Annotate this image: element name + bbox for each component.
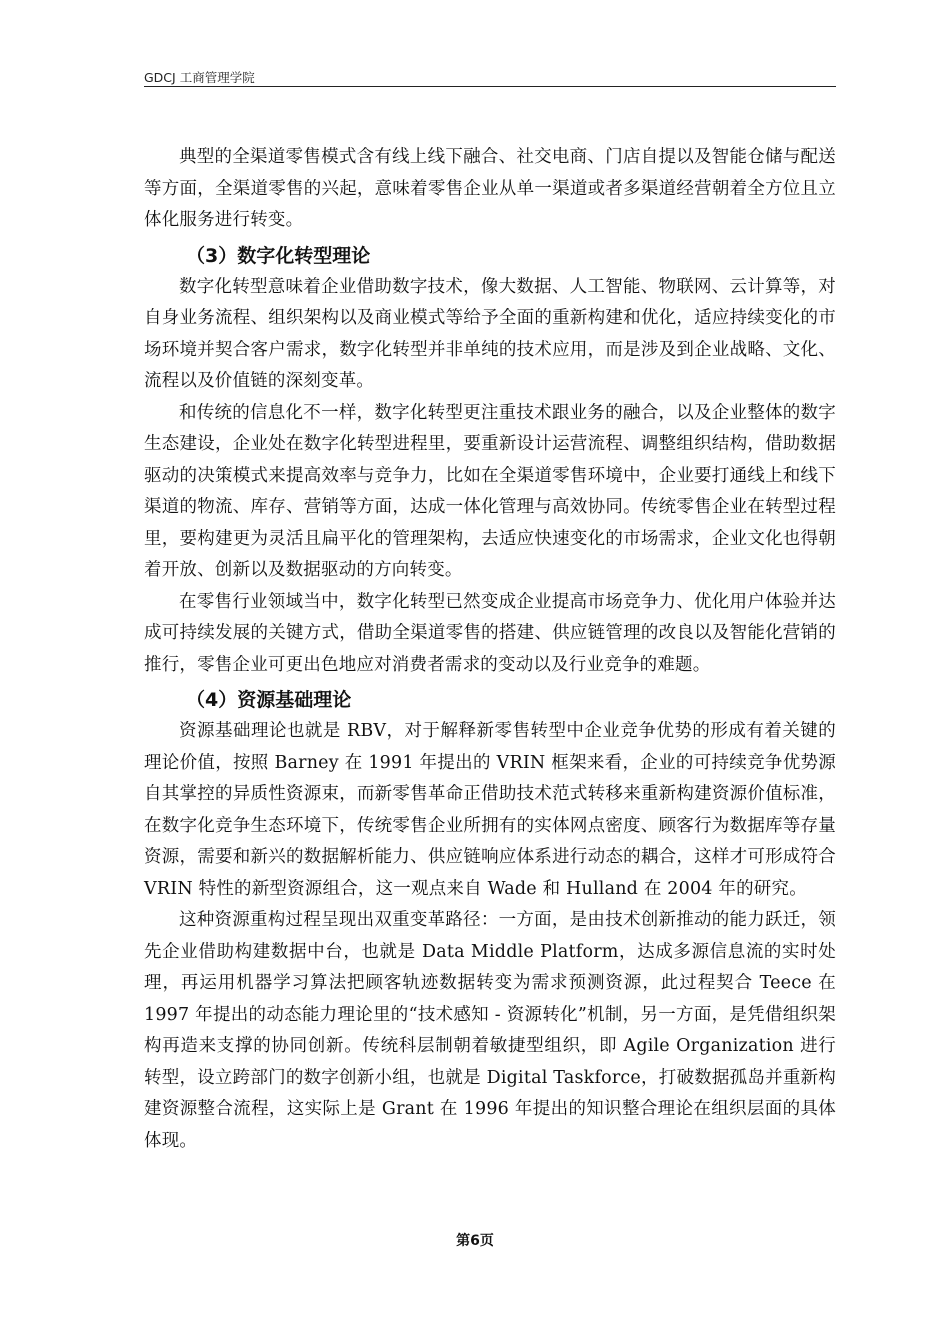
paragraph-rbv: 资源基础理论也就是 RBV，对于解释新零售转型中企业竞争优势的形成有着关键的理论价值，按照 Barney 在 1991 年提出的 VRIN 框架来看，企业的可持续竞争优势源自其掌控的异质性资源束，而新零售革命正借助技术范式转移来重新构建资源价值标准，在数字化竞争生态环境下，传统零售企业所拥有的实体网点密度、顾客行为数据库等存量资源，需要和新兴的数据解析能力、供应链响应体系进行动态的耦合，这样才可形成符合 VRIN 特性的新型资源组合，这一观点来自 Wade 和 Hulland 在 2004 年的研究。 xyxy=(144,721,836,899)
heading-digital-transform: （3）数字化转型理论 xyxy=(186,244,371,267)
heading-resource-based: （4）资源基础理论 xyxy=(186,689,352,711)
paragraph-digital-vs-info: 和传统的信息化不一样，数字化转型更注重技术跟业务的融合，以及企业整体的数字生态建设，企业处在数字化转型进程里，要重新设计运营流程、调整组织结构，借助数据驱动的决策模式来提高效率与竞争力，比如在全渠道零售环境中，企业要打通线上和线下渠道的物流、库存、营销等方面，达成一体化管理与高效协同。传统零售企业在转型过程里，要构建更为灵活且扁平化的管理架构，去适应快速变化的市场需求，企业文化也得朝着开放、创新以及数据驱动的方向转变。 xyxy=(144,402,836,580)
paragraph-reconstruction: 这种资源重构过程呈现出双重变革路径：一方面，是由技术创新推动的能力跃迁，领先企业借助构建数据中台，也就是 Data Middle Platform，达成多源信息流的实时处理，再运用机器学习算法把顾客轨迹数据转变为需求预测资源，此过程契合 Teece 在 1997 年提出的动态能力理论里的“技术感知 - 资源转化”机制，另一方面，是凭借组织架构再造来支撑的协同创新。传统科层制朝着敏捷型组织，即 Agile Organization 进行转型，设立跨部门的数字创新小组，也就是 Digital Taskforce，打破数据孤岛并重新构建资源整合流程，这实际上是 Grant 在 1996 年提出的知识整合理论在组织层面的具体体现。 xyxy=(144,910,836,1151)
paragraph-omnichannel: 典型的全渠道零售模式含有线上线下融合、社交电商、门店自提以及智能仓储与配送等方面，全渠道零售的兴起，意味着零售企业从单一渠道或者多渠道经营朝着全方位且立体化服务进行转变。 xyxy=(144,147,836,230)
page-header: GDCJ 工商管理学院 xyxy=(144,70,255,85)
header-divider xyxy=(144,86,836,87)
document-body xyxy=(144,142,836,1157)
paragraph-digital-def: 数字化转型意味着企业借助数字技术，像大数据、人工智能、物联网、云计算等，对自身业务流程、组织架构以及商业模式等给予全面的重新构建和优化，适应持续变化的市场环境并契合客户需求，数字化转型并非单纯的技术应用，而是涉及到企业战略、文化、流程以及价值链的深刻变革。 xyxy=(144,276,836,391)
paragraph-retail-digital: 在零售行业领域当中，数字化转型已然变成企业提高市场竞争力、优化用户体验并达成可持续发展的关键方式，借助全渠道零售的搭建、供应链管理的改良以及智能化营销的推行，零售企业可更出色地应对消费者需求的变动以及行业竞争的难题。 xyxy=(144,591,836,675)
page-number: 第6页 xyxy=(456,1233,494,1249)
